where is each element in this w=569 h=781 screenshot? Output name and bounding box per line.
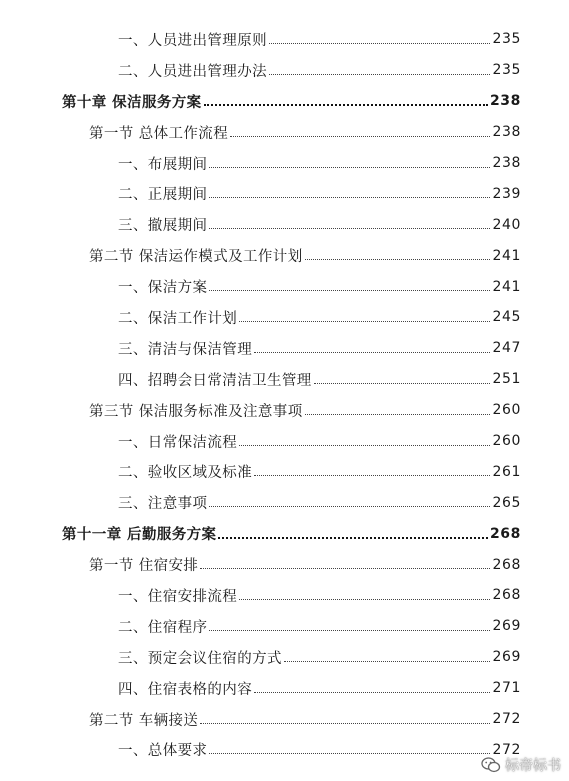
toc-entry-title: 第一节 总体工作流程 [89,125,229,142]
toc-entry-page-number: 260 [492,402,521,419]
toc-entry-title: 一、日常保洁流程 [118,434,238,451]
toc-entry-item [0,148,569,179]
toc-entry-page-number: 272 [492,741,521,758]
toc-entry-page-number: 245 [492,309,521,326]
toc-leader-dots [269,74,490,75]
toc-entry-page-number: 272 [492,711,521,728]
toc-entry-page-number: 235 [492,62,521,79]
toc-entry-page-number: 247 [492,340,521,357]
toc-entry-title: 第二节 车辆接送 [89,712,199,729]
toc-entry-page-number: 269 [492,618,521,635]
toc-entry-chapter [0,86,569,117]
toc-entry-title: 第三节 保洁服务标准及注意事项 [89,403,303,420]
toc-entry-item [0,426,569,457]
toc-leader-dots [204,104,488,106]
toc-entry-page-number: 241 [492,247,521,264]
toc-entry-title: 四、招聘会日常清洁卫生管理 [118,372,312,389]
toc-entry-chapter [0,518,569,549]
toc-entry-page-number: 241 [492,278,521,295]
toc-entry-page-number: 268 [492,556,521,573]
toc-entry-page-number: 251 [492,371,521,388]
toc-entry-page-number: 271 [492,680,521,697]
toc-entry-item [0,673,569,704]
toc-entry-section [0,549,569,580]
toc-leader-dots [239,599,490,600]
toc-entry-title: 三、撤展期间 [118,218,208,235]
toc-entry-page-number: 239 [492,185,521,202]
toc-entry-section [0,240,569,271]
toc-leader-dots [209,630,490,631]
toc-entry-page-number: 260 [492,433,521,450]
toc-leader-dots [200,723,490,724]
toc-entry-title: 四、住宿表格的内容 [118,681,253,698]
toc-entry-title: 二、人员进出管理办法 [118,63,267,80]
table-of-contents [0,24,569,765]
toc-entry-title: 一、保洁方案 [118,280,208,297]
toc-entry-item [0,456,569,487]
toc-entry-page-number: 238 [492,155,521,171]
toc-entry-title: 第十一章 后勤服务方案 [62,527,217,544]
toc-entry-item [0,178,569,209]
toc-entry-item [0,302,569,333]
toc-entry-title: 一、总体要求 [118,743,208,760]
toc-entry-page-number: 235 [492,31,521,48]
toc-leader-dots [209,228,490,229]
toc-leader-dots [284,661,491,662]
toc-entry-title: 三、清洁与保洁管理 [118,341,253,358]
toc-entry-page-number: 238 [489,93,521,110]
toc-leader-dots [239,445,490,446]
toc-leader-dots [305,259,491,260]
toc-leader-dots [230,136,490,137]
toc-entry-page-number: 268 [492,587,521,604]
toc-leader-dots [209,167,490,168]
toc-entry-page-number: 268 [489,525,521,542]
toc-leader-dots [254,692,490,693]
toc-leader-dots [239,321,490,322]
toc-leader-dots [254,475,490,476]
toc-entry-item [0,364,569,395]
toc-entry-title: 三、预定会议住宿的方式 [118,650,282,667]
toc-entry-title: 二、正展期间 [118,187,208,204]
toc-entry-page-number: 238 [492,124,521,141]
toc-leader-dots [269,43,490,44]
toc-entry-item [0,487,569,518]
watermark-text: 标帝标书 [505,758,561,774]
toc-entry-section [0,395,569,426]
toc-entry-item [0,333,569,364]
toc-entry-title: 一、布展期间 [118,156,208,173]
wechat-icon [481,757,501,773]
toc-entry-item [0,55,569,86]
toc-leader-dots [218,537,488,539]
toc-entry-item [0,611,569,642]
toc-leader-dots [209,197,490,198]
toc-entry-item [0,580,569,611]
watermark [481,755,561,775]
toc-entry-item [0,24,569,55]
toc-leader-dots [209,753,490,754]
toc-leader-dots [200,568,490,569]
toc-entry-page-number: 261 [492,463,521,480]
toc-leader-dots [305,414,491,415]
toc-entry-page-number: 269 [492,649,521,666]
toc-leader-dots [254,352,490,353]
toc-entry-section [0,117,569,148]
toc-leader-dots [314,383,491,384]
toc-entry-title: 二、保洁工作计划 [118,310,238,327]
toc-entry-title: 一、住宿安排流程 [118,588,238,605]
toc-entry-page-number: 265 [492,494,521,511]
toc-entry-title: 第二节 保洁运作模式及工作计划 [89,249,303,266]
toc-entry-title: 第一节 住宿安排 [89,558,199,575]
toc-entry-section [0,704,569,735]
toc-entry-item [0,271,569,302]
toc-leader-dots [209,506,490,507]
toc-leader-dots [209,290,490,291]
toc-entry-title: 一、人员进出管理原则 [118,32,267,49]
toc-entry-title: 二、住宿程序 [118,619,208,636]
toc-entry-item [0,209,569,240]
toc-entry-title: 第十章 保洁服务方案 [62,94,202,111]
toc-entry-title: 二、验收区域及标准 [118,465,253,482]
toc-entry-item [0,642,569,673]
toc-entry-title: 三、注意事项 [118,496,208,513]
toc-entry-page-number: 240 [492,216,521,233]
